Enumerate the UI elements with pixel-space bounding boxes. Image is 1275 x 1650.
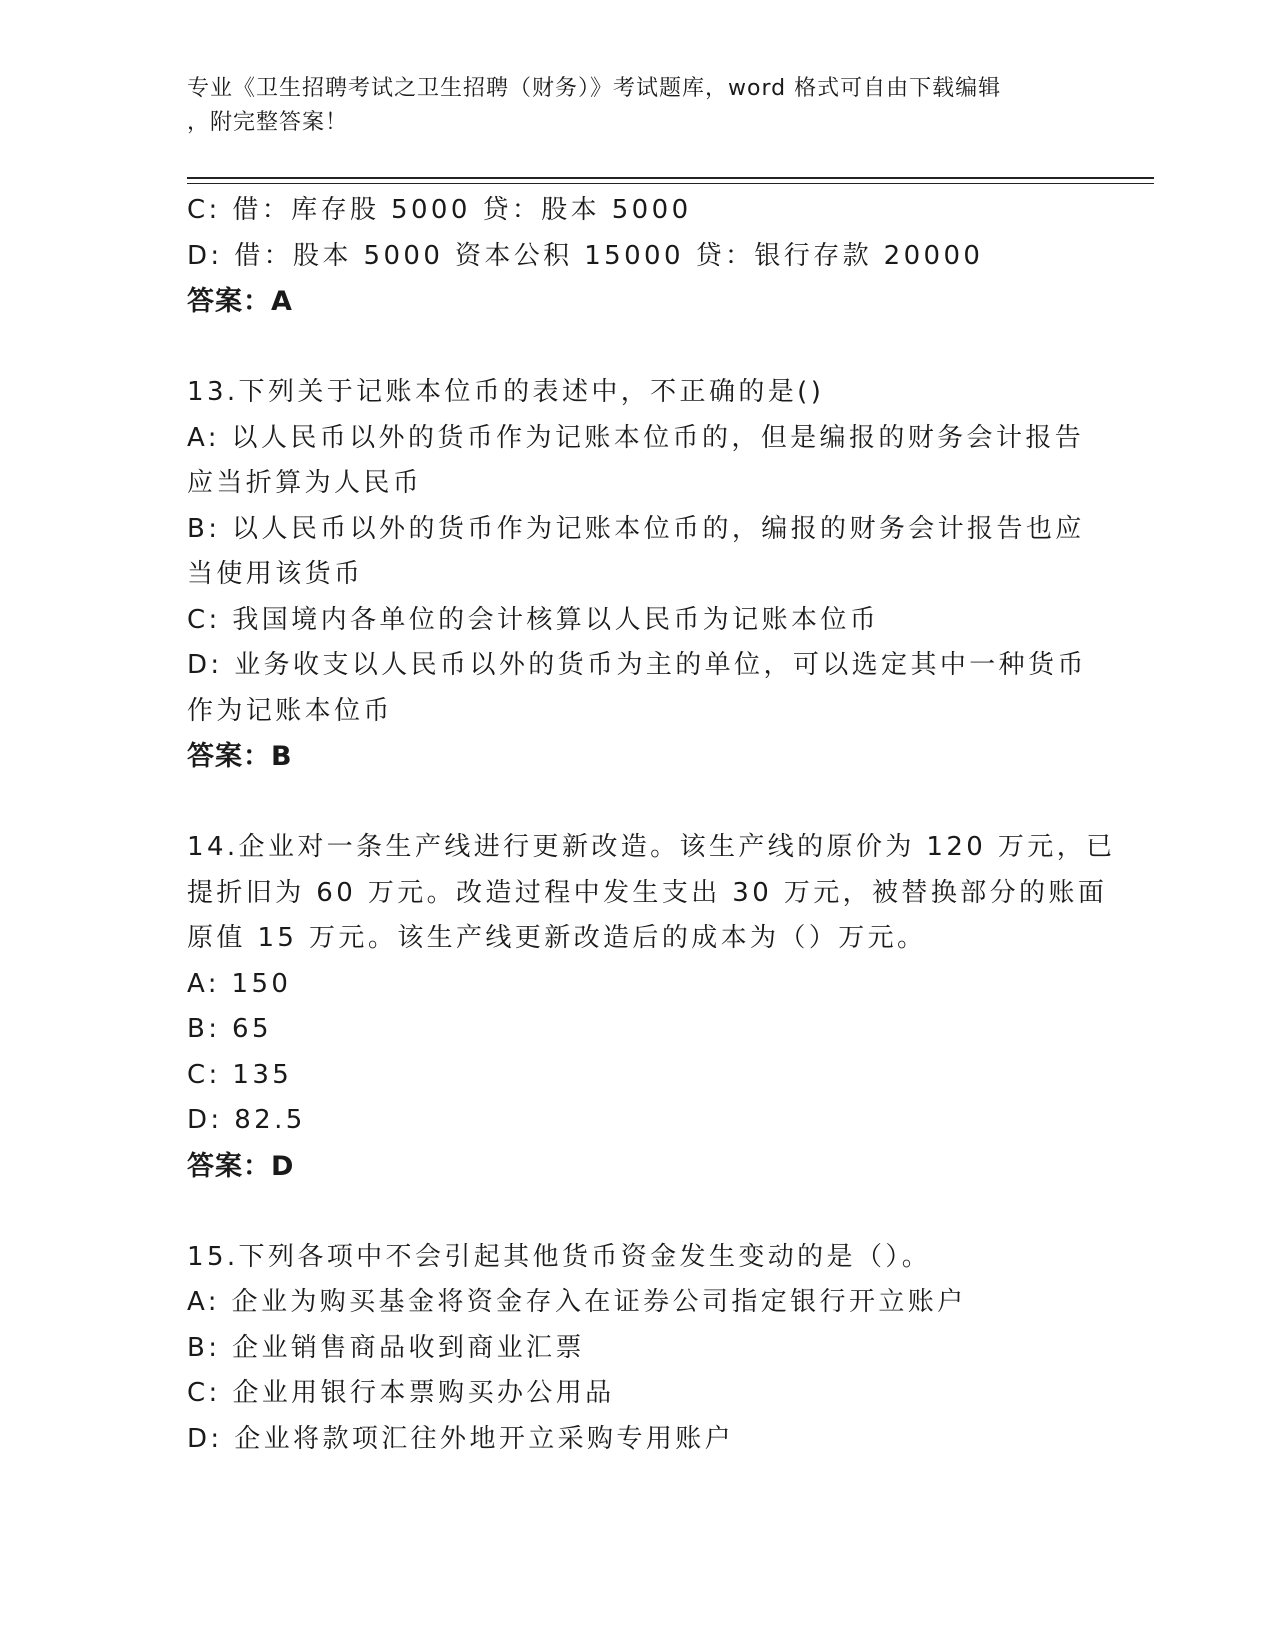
question-12-tail — [187, 188, 1087, 325]
header-line-2: ，附完整答案！ — [187, 110, 349, 135]
option-d: D: 82.5 — [187, 1105, 306, 1135]
option-c: C: 我国境内各单位的会计核算以人民币为记账本位币 — [187, 604, 880, 635]
header-rule-thick — [187, 177, 1154, 179]
option-c: C: 企业用银行本票购买办公用品 — [187, 1378, 615, 1408]
spacer — [187, 780, 1087, 826]
option-b: B: 65 — [187, 1014, 272, 1044]
question-14 — [187, 825, 1116, 1189]
question-stem: 14.企业对一条生产线进行更新改造。该生产线的原价为 120 万元，已 — [187, 832, 1116, 862]
header-rule-thin — [187, 183, 1154, 184]
option-d: D: 业务收支以人民币以外的货币为主的单位，可以选定其中一种货币 — [187, 650, 1087, 680]
spacer — [187, 1189, 1087, 1235]
question-15 — [187, 1235, 1087, 1463]
header-line-1: 专业《卫生招聘考试之卫生招聘（财务）》考试题库，word 格式可自由下载编辑 — [187, 76, 1002, 101]
option-d: D: 企业将款项汇往外地开立采购专用账户 — [187, 1423, 735, 1454]
option-a-continued: 应当折算为人民币 — [187, 468, 423, 498]
question-stem-continued: 原值 15 万元。该生产线更新改造后的成本为（）万元。 — [187, 923, 927, 953]
spacer — [187, 325, 1087, 371]
option-b-continued: 当使用该货币 — [187, 559, 364, 589]
option-a: A: 以人民币以外的货币作为记账本位币的，但是编报的财务会计报告 — [187, 422, 1085, 453]
option-a: A: 150 — [187, 968, 292, 999]
question-13 — [187, 370, 1087, 780]
option-c: C: 135 — [187, 1059, 293, 1090]
answer: 答案：A — [187, 286, 293, 317]
option-d: D: 借：股本 5000 资本公积 15000 贷：银行存款 20000 — [187, 240, 984, 271]
option-b: B: 企业销售商品收到商业汇票 — [187, 1332, 585, 1363]
option-a: A: 企业为购买基金将资金存入在证券公司指定银行开立账户 — [187, 1287, 967, 1317]
document-body — [187, 188, 1116, 1462]
option-c: C: 借：库存股 5000 贷：股本 5000 — [187, 195, 692, 225]
question-stem: 15.下列各项中不会引起其他货币资金发生变动的是（）。 — [187, 1241, 932, 1272]
option-d-continued: 作为记账本位币 — [187, 695, 393, 726]
document-header — [187, 72, 1067, 140]
answer: 答案：D — [187, 1150, 295, 1182]
question-stem-continued: 提折旧为 60 万元。改造过程中发生支出 30 万元，被替换部分的账面 — [187, 877, 1108, 908]
answer: 答案：B — [187, 741, 293, 772]
question-stem: 13.下列关于记账本位币的表述中，不正确的是() — [187, 377, 825, 407]
option-b: B: 以人民币以外的货币作为记账本位币的，编报的财务会计报告也应 — [187, 513, 1085, 544]
